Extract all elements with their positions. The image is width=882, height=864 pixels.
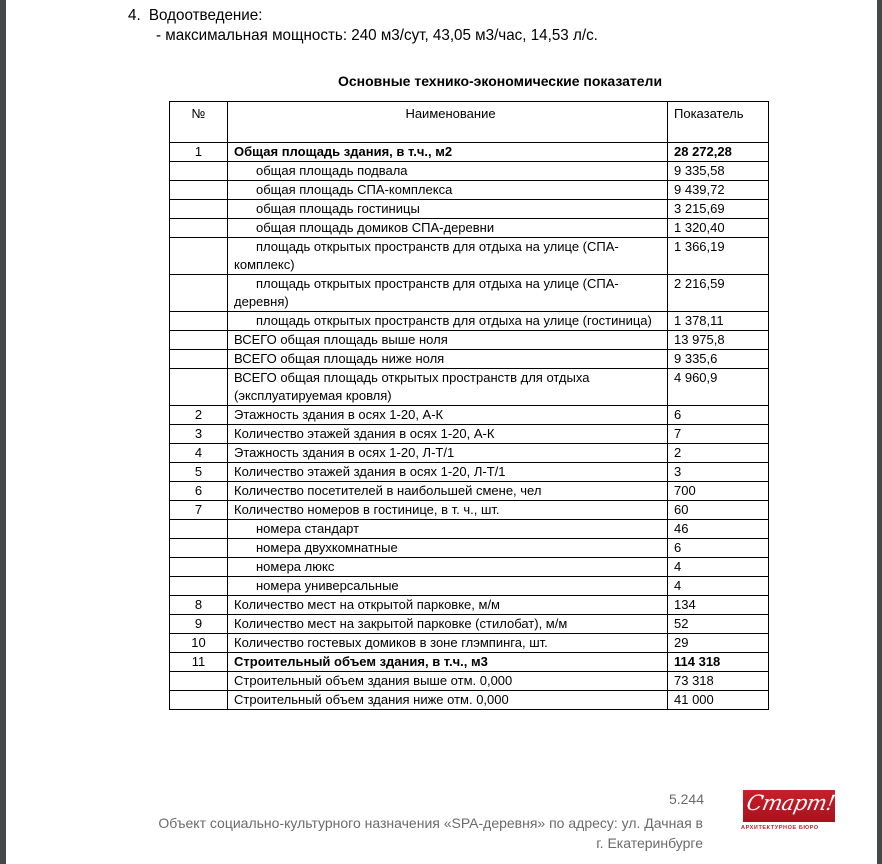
row-name: Количество посетителей в наибольшей смене, чел (234, 483, 542, 498)
table-row (170, 238, 769, 275)
row-value: 9 335,58 (668, 162, 769, 181)
row-value: 2 (668, 444, 769, 463)
row-name: ВСЕГО общая площадь открытых пространств для отдыха (эксплуатируемая кровля) (234, 370, 590, 403)
table-row (170, 558, 769, 577)
row-name-cell (228, 219, 668, 238)
row-name: ВСЕГО общая площадь ниже ноля (234, 351, 445, 366)
row-name-cell (228, 444, 668, 463)
table-row (170, 369, 769, 406)
row-value: 134 (668, 596, 769, 615)
row-name: ВСЕГО общая площадь выше ноля (234, 332, 448, 347)
row-number: 2 (170, 406, 228, 425)
row-name: площадь открытых пространств для отдыха на улице (СПА-комплекс) (234, 239, 619, 272)
row-name-cell (228, 369, 668, 406)
table-row (170, 653, 769, 672)
row-number (170, 331, 228, 350)
table-row (170, 406, 769, 425)
table-row (170, 615, 769, 634)
row-name-cell (228, 331, 668, 350)
row-name: Строительный объем здания выше отм. 0,000 (234, 673, 513, 688)
row-name-cell (228, 653, 668, 672)
row-name: номера люкс (256, 559, 335, 574)
row-value: 9 335,6 (668, 350, 769, 369)
row-number: 9 (170, 615, 228, 634)
row-name: Количество гостевых домиков в зоне глэмпинга, шт. (234, 635, 548, 650)
table-row (170, 482, 769, 501)
row-name: Количество номеров в гостинице, в т. ч., шт. (234, 502, 500, 517)
header-value: Показатель (668, 102, 769, 143)
table-row (170, 425, 769, 444)
logo-script-text: Старт! (744, 791, 837, 815)
row-value: 73 318 (668, 672, 769, 691)
row-number (170, 539, 228, 558)
row-value: 3 215,69 (668, 200, 769, 219)
footer-line-2: г. Екатеринбурге (596, 835, 703, 851)
row-value: 41 000 (668, 691, 769, 710)
row-value: 46 (668, 520, 769, 539)
row-value: 1 378,11 (668, 312, 769, 331)
row-value: 4 960,9 (668, 369, 769, 406)
row-name-cell (228, 520, 668, 539)
row-name-cell (228, 425, 668, 444)
row-number: 4 (170, 444, 228, 463)
row-number: 1 (170, 143, 228, 162)
row-name-cell (228, 691, 668, 710)
row-value: 60 (668, 501, 769, 520)
row-number (170, 577, 228, 596)
row-name: Этажность здания в осях 1-20, А-К (234, 407, 444, 422)
row-name: площадь открытых пространств для отдыха на улице (СПА-деревня) (234, 276, 619, 309)
row-number (170, 520, 228, 539)
row-value: 3 (668, 463, 769, 482)
table-row (170, 350, 769, 369)
table-row (170, 463, 769, 482)
row-number (170, 219, 228, 238)
row-name: Количество этажей здания в осях 1-20, А-К (234, 426, 495, 441)
table-row (170, 691, 769, 710)
table-title: Основные технико-экономические показатели (337, 73, 663, 89)
row-number (170, 350, 228, 369)
table-row (170, 162, 769, 181)
row-number: 10 (170, 634, 228, 653)
row-name: общая площадь СПА-комплекса (256, 182, 453, 197)
row-number (170, 672, 228, 691)
table-row (170, 501, 769, 520)
row-value: 29 (668, 634, 769, 653)
row-number: 5 (170, 463, 228, 482)
row-number: 6 (170, 482, 228, 501)
row-value: 6 (668, 539, 769, 558)
row-name-cell (228, 200, 668, 219)
section-detail: - максимальная мощность: 240 м3/сут, 43,05 м3/час, 14,53 л/с. (156, 27, 598, 44)
row-number (170, 275, 228, 312)
row-value: 4 (668, 577, 769, 596)
table-body (170, 143, 769, 710)
section-title: Водоотведение: (148, 7, 263, 24)
row-name: площадь открытых пространств для отдыха на улице (гостиница) (256, 313, 652, 328)
row-value: 7 (668, 425, 769, 444)
row-value: 2 216,59 (668, 275, 769, 312)
row-value: 28 272,28 (668, 143, 769, 162)
row-number (170, 238, 228, 275)
row-number (170, 558, 228, 577)
company-logo (741, 790, 837, 838)
row-value: 1 320,40 (668, 219, 769, 238)
row-name: номера универсальные (256, 578, 399, 593)
footer-text (60, 813, 703, 853)
table-row (170, 275, 769, 312)
row-number (170, 369, 228, 406)
row-name: Количество мест на закрытой парковке (стилобат), м/м (234, 616, 568, 631)
row-value: 4 (668, 558, 769, 577)
row-name-cell (228, 275, 668, 312)
row-name: Строительный объем здания ниже отм. 0,000 (234, 692, 509, 707)
row-name-cell (228, 539, 668, 558)
row-name: общая площадь гостиницы (256, 201, 420, 216)
row-name-cell (228, 463, 668, 482)
row-name: Количество мест на открытой парковке, м/м (234, 597, 500, 612)
table-row (170, 143, 769, 162)
table-row (170, 331, 769, 350)
row-name: общая площадь подвала (256, 163, 408, 178)
row-number: 8 (170, 596, 228, 615)
viewer-scrollbar[interactable] (877, 0, 882, 864)
section-heading (128, 7, 262, 25)
row-name-cell (228, 312, 668, 331)
row-name-cell (228, 238, 668, 275)
table-row (170, 200, 769, 219)
row-number (170, 312, 228, 331)
table-row (170, 444, 769, 463)
row-value: 1 366,19 (668, 238, 769, 275)
row-name: общая площадь домиков СПА-деревни (256, 220, 495, 235)
row-name: Количество этажей здания в осях 1-20, Л-Т/1 (234, 464, 506, 479)
row-name-cell (228, 406, 668, 425)
row-number: 7 (170, 501, 228, 520)
page-number: 5.244 (668, 791, 704, 807)
row-number (170, 691, 228, 710)
section-number: 4. (128, 7, 141, 24)
row-name-cell (228, 634, 668, 653)
table-row (170, 181, 769, 200)
table-row (170, 312, 769, 331)
row-name-cell (228, 615, 668, 634)
row-value: 700 (668, 482, 769, 501)
table-row (170, 577, 769, 596)
row-name-cell (228, 501, 668, 520)
row-value: 6 (668, 406, 769, 425)
table-row (170, 539, 769, 558)
row-value: 13 975,8 (668, 331, 769, 350)
row-number: 3 (170, 425, 228, 444)
row-name-cell (228, 162, 668, 181)
row-name-cell (228, 143, 668, 162)
table-row (170, 596, 769, 615)
row-number: 11 (170, 653, 228, 672)
logo-badge (743, 790, 835, 822)
table-row (170, 219, 769, 238)
row-value: 114 318 (668, 653, 769, 672)
row-name: Этажность здания в осях 1-20, Л-Т/1 (234, 445, 455, 460)
row-number (170, 162, 228, 181)
header-num: № (170, 102, 228, 143)
row-name-cell (228, 577, 668, 596)
row-name-cell (228, 350, 668, 369)
row-number (170, 181, 228, 200)
header-name: Наименование (228, 102, 668, 143)
row-name-cell (228, 596, 668, 615)
row-name: Строительный объем здания, в т.ч., м3 (234, 654, 488, 669)
table-header-row (170, 102, 769, 143)
indicators-table (169, 101, 769, 710)
row-name-cell (228, 558, 668, 577)
row-name-cell (228, 181, 668, 200)
row-name: номера стандарт (256, 521, 360, 536)
row-name-cell (228, 482, 668, 501)
footer-line-1: Объект социально-культурного назначения «SPA-деревня» по адресу: ул. Дачная в (158, 815, 703, 831)
row-number (170, 200, 228, 219)
table-row (170, 634, 769, 653)
row-name-cell (228, 672, 668, 691)
table-row (170, 520, 769, 539)
row-value: 9 439,72 (668, 181, 769, 200)
row-name: Общая площадь здания, в т.ч., м2 (234, 144, 453, 159)
table-row (170, 672, 769, 691)
row-name: номера двухкомнатные (256, 540, 398, 555)
viewer-left-edge (0, 0, 6, 864)
row-value: 52 (668, 615, 769, 634)
logo-subtitle: АРХИТЕКТУРНОЕ БЮРО (741, 825, 819, 831)
